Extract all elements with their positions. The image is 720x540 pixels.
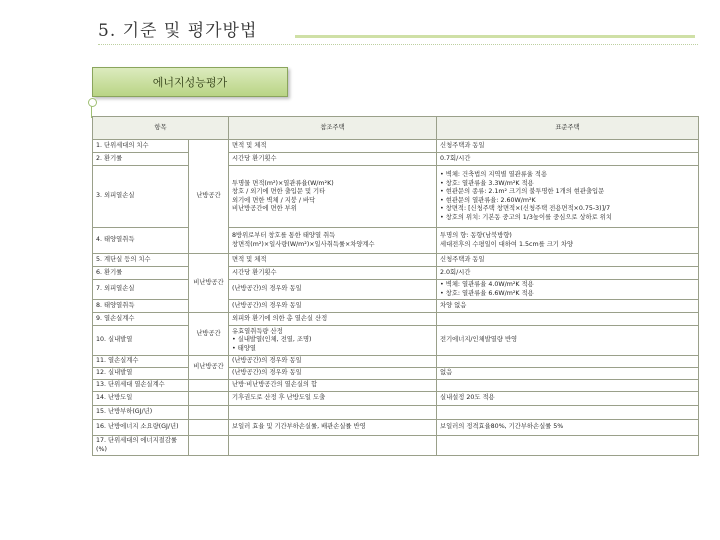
row-prop: [437, 356, 699, 368]
row-prop: 투명의 향: 동향(남북방향) 세대전후의 수평일이 대하여 1.5cm를 크기 차양: [437, 228, 699, 254]
table-row: [93, 356, 699, 368]
row-prop: 신청주택과 동일: [437, 254, 699, 267]
header-reference-house: 참조주택: [229, 117, 437, 140]
row-ref: (난방공간)의 경우와 동일: [229, 300, 437, 313]
header-standard-house: 표준주택: [437, 117, 699, 140]
table-row: [93, 392, 699, 406]
table-row: [93, 326, 699, 356]
row-ref: 난방·비난방공간의 열손실의 합: [229, 380, 437, 392]
row-item: 2. 환기률: [93, 153, 189, 166]
table-row: [93, 166, 699, 228]
row-prop: [437, 380, 699, 392]
row-item: 9. 열손실계수: [93, 313, 189, 326]
row-ref: 보일러 효율 및 기간부하손실률, 배관손실률 반영: [229, 420, 437, 436]
row-prop: 실내설정 20도 적용: [437, 392, 699, 406]
table-row: [93, 228, 699, 254]
row-item: 13. 단위세대 열손실계수: [93, 380, 189, 392]
row-ref: 시간당 환기횟수: [229, 267, 437, 280]
row-prop: 신청주택과 동일: [437, 140, 699, 153]
evaluation-criteria-table: [92, 116, 699, 456]
table-row: [93, 267, 699, 280]
table-row: [93, 140, 699, 153]
table-row: [93, 153, 699, 166]
row-ref: 면적 및 체적: [229, 254, 437, 267]
row-item: 14. 난방도일: [93, 392, 189, 406]
row-item: 8. 태양열취득: [93, 300, 189, 313]
row-prop: [437, 313, 699, 326]
row-prop: 없음: [437, 368, 699, 380]
row-ref: 유효열취득량 산정 • 실내발열(인체, 전열, 조명) • 태양열: [229, 326, 437, 356]
row-prop: • 벽체: 건축법의 지역별 열관류율 적용 • 창호: 열관류율 3.3W/m²K 적용 • 현관문의 종류: 2.1m² 크기의 불투명한 1개의 현관출입문 • 현관문의 열관류율: 2.60W/m²K • 창면적: [신청주택 창면적×(신청주택 전용면적×0.75-3)]/7 • 창호의 위치: 기본동 중고의 1/3높이를 중심으로 상하로 위치: [437, 166, 699, 228]
group-label-heating: 난방공간: [189, 313, 229, 356]
table-row: [93, 406, 699, 420]
row-prop: [437, 436, 699, 456]
row-ref: [229, 436, 437, 456]
row-item: 5. 계단실 등의 치수: [93, 254, 189, 267]
row-ref: 기후권도로 산정 후 난방도일 도출: [229, 392, 437, 406]
row-ref: [229, 406, 437, 420]
row-prop: [437, 406, 699, 420]
bullet-circle-icon: [88, 98, 97, 107]
row-prop: 2.0회/시간: [437, 267, 699, 280]
group-label-non-heating: 비난방공간: [189, 254, 229, 313]
table-row: [93, 420, 699, 436]
row-prop: 보일러의 정격효율80%, 기간부하손실률 5%: [437, 420, 699, 436]
group-label-heating-top: 난방공간: [189, 140, 229, 254]
title-divider: [98, 44, 698, 46]
title-accent-line: [295, 35, 695, 38]
table-row: [93, 254, 699, 267]
row-ref: (난방공간)의 경우와 동일: [229, 356, 437, 368]
table-row: [93, 300, 699, 313]
row-prop: • 벽체: 열관류율 4.0W/m²K 적용 • 창호: 열관류율 6.6W/m²K 적용: [437, 280, 699, 300]
row-ref: 면적 및 체적: [229, 140, 437, 153]
row-item: 17. 단위세대의 에너지절감률(%): [93, 436, 189, 456]
row-prop: 전기에너지/인체발열량 반영: [437, 326, 699, 356]
page-title: 5. 기준 및 평가방법: [98, 21, 258, 41]
row-item: 6. 환기률: [93, 267, 189, 280]
row-ref: 투명물 면적(m²)×열관류율(W/m²K) 창호 / 외기에 면한 출입문 및 기타 외기에 면한 벽체 / 지붕 / 바닥 비난방공간에 면한 부위: [229, 166, 437, 228]
row-prop: 차양 없음: [437, 300, 699, 313]
row-item: 1. 단위세대의 치수: [93, 140, 189, 153]
row-item: 12. 실내발열: [93, 368, 189, 380]
row-item: 4. 태양열취득: [93, 228, 189, 254]
row-item: 16. 난방에너지 소요량(GJ/년): [93, 420, 189, 436]
row-ref: 외피와 환기에 의한 총 열손실 산정: [229, 313, 437, 326]
row-ref: (난방공간)의 경우와 동일: [229, 368, 437, 380]
header-item: 항목: [93, 117, 229, 140]
row-item: 7. 외피열손실: [93, 280, 189, 300]
table-row: [93, 313, 699, 326]
row-item: 10. 실내발열: [93, 326, 189, 356]
table-row: [93, 368, 699, 380]
table-row: [93, 380, 699, 392]
row-prop: 0.7회/시간: [437, 153, 699, 166]
row-ref: 시간당 환기횟수: [229, 153, 437, 166]
row-item: 11. 열손실계수: [93, 356, 189, 368]
table-header-row: [93, 117, 699, 140]
row-item: 15. 난방부하(GJ/년): [93, 406, 189, 420]
table-row: [93, 436, 699, 456]
table-row: [93, 280, 699, 300]
group-label-non-heating: 비난방공간: [189, 356, 229, 380]
row-ref: (난방공간)의 경우와 동일: [229, 280, 437, 300]
row-item: 3. 외피열손실: [93, 166, 189, 228]
energy-performance-eval-button[interactable]: 에너지성능평가: [92, 67, 288, 97]
row-ref: 8방위로부터 창호를 통한 태양열 취득 창면적(m²)×일사량(W/m²)×일사취득률×차양계수: [229, 228, 437, 254]
